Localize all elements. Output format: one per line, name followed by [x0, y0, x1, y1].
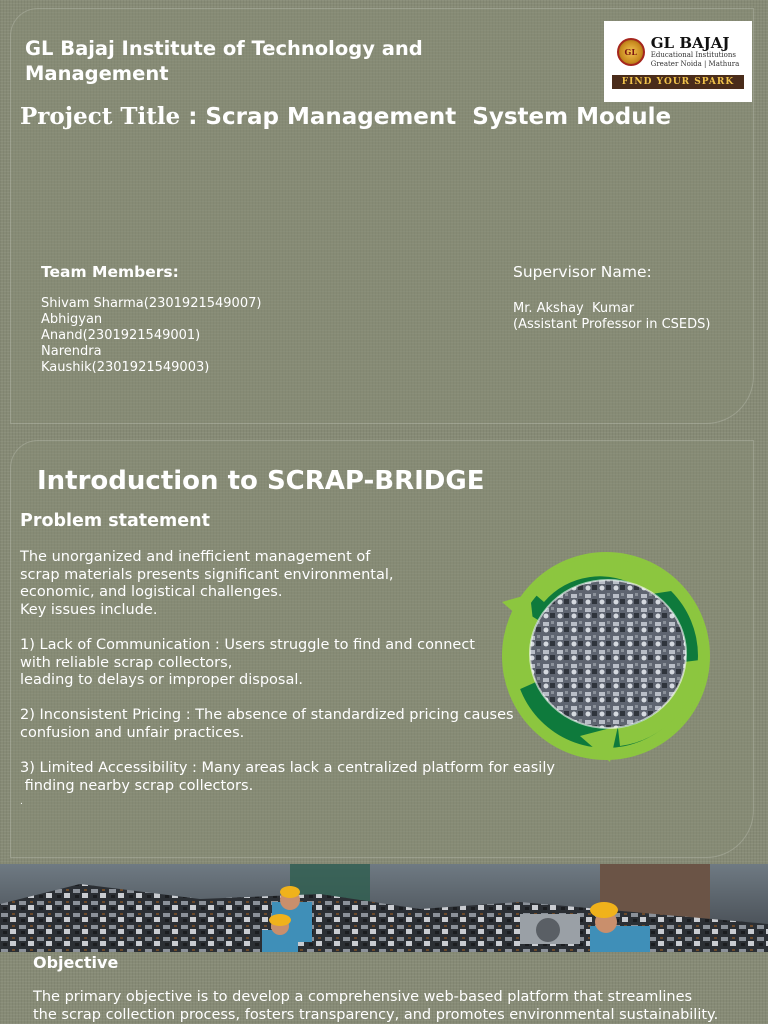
- issue-line: confusion and unfair practices.: [20, 724, 245, 741]
- problem-line: Key issues include.: [20, 601, 158, 618]
- project-title-separator: :: [180, 104, 206, 130]
- team-member: Narendra: [41, 344, 102, 359]
- introduction-title: Introduction to SCRAP-BRIDGE: [37, 466, 485, 496]
- spacer: [20, 743, 580, 761]
- logo-brand: GL BAJAJ: [650, 33, 730, 52]
- problem-statement-body: [20, 549, 580, 809]
- issue-line: with reliable scrap collectors,: [20, 654, 233, 671]
- issue-line: finding nearby scrap collectors.: [20, 777, 254, 794]
- issue-line: 1) Lack of Communication : Users struggle to find and connect: [20, 636, 475, 653]
- team-members-heading: Team Members:: [41, 263, 179, 281]
- supervisor-details: [513, 301, 710, 333]
- spacer: [20, 690, 580, 708]
- objective-line: the scrap collection process, fosters transparency, and promotes environmental sustainability.: [33, 1006, 719, 1023]
- spacer: [20, 619, 580, 637]
- team-member: Shivam Sharma(2301921549007): [41, 296, 262, 311]
- institution-logo: [604, 21, 752, 102]
- supervisor-heading: Supervisor Name:: [513, 263, 652, 281]
- issue-line: 3) Limited Accessibility : Many areas lack a centralized platform for easily: [20, 760, 555, 777]
- problem-line: scrap materials presents significant environmental,: [20, 566, 394, 583]
- problem-statement-heading: Problem statement: [20, 511, 210, 531]
- objective-body: [33, 989, 758, 1024]
- objective-line: The primary objective is to develop a comprehensive web-based platform that streamlines: [33, 989, 693, 1005]
- supervisor-designation: (Assistant Professor in CSEDS): [513, 317, 711, 332]
- logo-row: [617, 35, 740, 69]
- scrapyard-workers-photo: [0, 864, 768, 952]
- objective-heading: Objective: [33, 953, 119, 972]
- problem-line: The unorganized and inefficient management of: [20, 549, 371, 565]
- team-member: Abhigyan: [41, 312, 103, 327]
- logo-subtitle: Educational Institutions: [650, 50, 736, 59]
- team-members-list: [41, 296, 261, 376]
- logo-location: Greater Noida | Mathura: [650, 59, 740, 68]
- supervisor-name: Mr. Akshay Kumar: [513, 301, 635, 316]
- institute-name: GL Bajaj Institute of Technology and Management: [25, 37, 423, 85]
- team-member: Anand(2301921549001): [41, 328, 201, 343]
- team-member: Kaushik(2301921549003): [41, 360, 210, 375]
- logo-text-block: [651, 35, 740, 69]
- trailing-mark: .: [20, 797, 23, 808]
- issue-line: leading to delays or improper disposal.: [20, 672, 303, 689]
- project-title-label: Project Title: [20, 103, 181, 130]
- logo-seal-icon: GL: [617, 38, 645, 66]
- logo-tagline: FIND YOUR SPARK: [612, 75, 744, 89]
- issue-line: 2) Inconsistent Pricing : The absence of standardized pricing causes: [20, 707, 514, 724]
- project-title: [20, 103, 671, 130]
- problem-line: economic, and logistical challenges.: [20, 584, 283, 601]
- project-title-text: Scrap Management System Module: [205, 104, 672, 130]
- recycle-scrap-image: [500, 550, 712, 764]
